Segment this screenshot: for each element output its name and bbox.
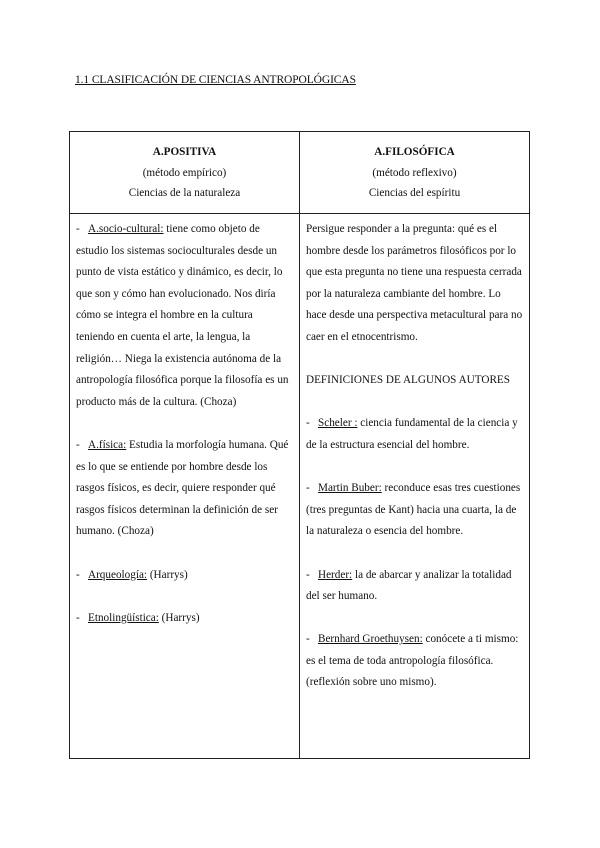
item-label: Etnolingüística: [88, 611, 159, 624]
dash-bullet: - [76, 223, 80, 235]
dash-bullet: - [76, 568, 80, 581]
section-heading: 1.1 CLASIFICACIÓN DE CIENCIAS ANTROPOLÓGICAS [75, 74, 356, 86]
list-item [306, 413, 523, 456]
item-label: A.física: [88, 438, 127, 451]
list-item [306, 629, 523, 694]
philosophical-field: Ciencias del espíritu [368, 187, 461, 199]
classification-table [69, 131, 530, 759]
table-header-row [70, 132, 530, 214]
definitions-heading: DEFINICIONES DE ALGUNOS AUTORES [306, 374, 510, 387]
list-item [306, 478, 523, 543]
positive-title: A.POSITIVA [152, 146, 217, 158]
list-item [76, 565, 293, 587]
item-text: (Harrys) [158, 611, 200, 624]
author-text: conócete a ti mismo: es el tema de toda antropología filosófica. (reflexión sobre uno mismo). [306, 633, 519, 689]
author-label: Herder: [318, 568, 353, 581]
dash-bullet: - [306, 417, 310, 430]
author-text: la de abarcar y analizar la totalidad del ser humano. [306, 568, 512, 603]
positive-body [70, 214, 300, 759]
intro-paragraph: Persigue responder a la pregunta: qué es el hombre desde los parámetros filosóficos por lo que esta pregunta no tiene una respuesta cerrada por la naturaleza cambiante del hombre. Lo hace desde una perspectiva metacultural para no caer en el etnocentrismo. [306, 223, 523, 343]
author-text: reconduce esas tres cuestiones (tres preguntas de Kant) hacia una cuarta, la de la naturaleza o esencia del hombre. [306, 482, 521, 538]
item-label: A.socio-cultural: [88, 223, 164, 235]
list-item [76, 608, 293, 630]
dash-bullet: - [306, 482, 310, 495]
philosophical-header [300, 132, 530, 214]
philosophical-title: A.FILOSÓFICA [374, 146, 455, 158]
positive-header [70, 132, 300, 214]
philosophical-body [300, 214, 530, 759]
list-item [306, 565, 523, 608]
philosophical-method: (método reflexivo) [372, 166, 457, 179]
item-text: tiene como objeto de estudio los sistemas socioculturales desde un punto de vista estático y dinámico, es decir, lo que son y cómo han evolucionado. Nos diría cómo se integra el hombre en la cultura teniendo en cuenta el arte, la lengua, la religión… Niega la existencia autónoma de la antropología filosófica porque la filosofía es un producto más de la cultura. (Choza) [76, 223, 289, 408]
author-label: Bernhard Groethuysen: [318, 633, 423, 646]
author-label: Scheler : [318, 417, 358, 430]
list-item [76, 219, 293, 413]
list-item [76, 435, 293, 543]
item-text: Estudia la morfología humana. Qué es lo que se entiende por hombre desde los rasgos físicos, es decir, quiere responder qué rasgos físicos determinan la definición de ser humano. (Choza) [76, 438, 289, 538]
author-label: Martin Buber: [318, 482, 382, 495]
table-body-row [70, 214, 530, 759]
dash-bullet: - [76, 611, 80, 624]
positive-field: Ciencias de la naturaleza [128, 187, 241, 199]
dash-bullet: - [306, 568, 310, 581]
dash-bullet: - [76, 438, 80, 451]
item-label: Arqueología: [88, 568, 148, 581]
dash-bullet: - [306, 633, 310, 646]
item-text: (Harrys) [147, 568, 188, 581]
author-text: ciencia fundamental de la ciencia y de la estructura esencial del hombre. [306, 417, 518, 451]
positive-method: (método empírico) [142, 166, 227, 179]
